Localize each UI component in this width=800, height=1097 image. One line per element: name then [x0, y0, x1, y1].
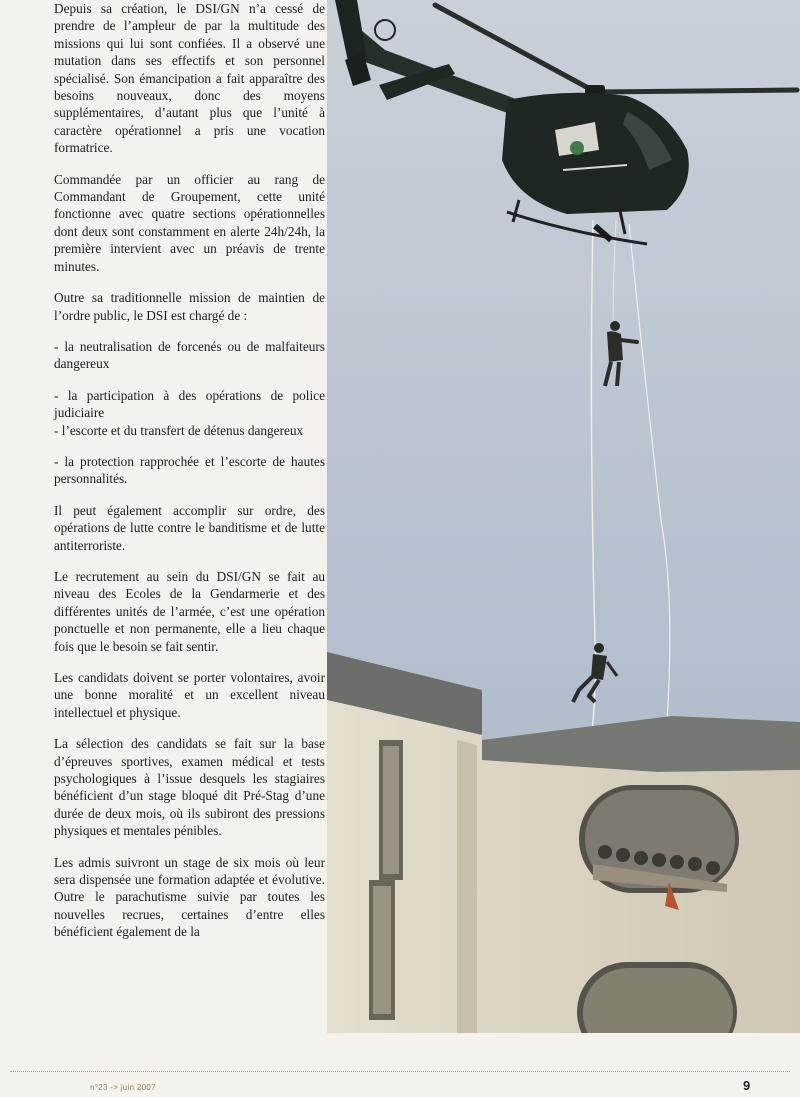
article-paragraph: Commandée par un officier au rang de Commandant de Groupement, cette unité fonctionne avec quatre sections opérationnelles dont deux sont constamment en alerte 24h/24h, la première intervient avec un préavis de trente minutes. — [54, 171, 325, 274]
article-text-column — [54, 0, 325, 955]
article-paragraph: Les admis suivront un stage de six mois où leur sera dispensée une formation adaptée et évolutive. Outre le parachutisme suivie par toutes les nouvelles recrues, certaines d’entre elles bénéficient également de la — [54, 854, 325, 940]
article-list-item: - la protection rapprochée et l’escorte de hautes personnalités. — [54, 453, 325, 487]
article-paragraph: Outre sa traditionnelle mission de maintien de l’ordre public, le DSI est chargé de : — [54, 290, 325, 323]
page-number: 9 — [743, 1078, 751, 1093]
article-paragraph: Le recrutement au sein du DSI/GN se fait au niveau des Ecoles de la Gendarmerie et des différentes unités de l’armée, c’est une opération ponctuelle et non permanente, elle a lieu chaque fois que le besoin se fait sentir. — [54, 568, 325, 654]
photo-illustration — [327, 0, 800, 1033]
article-list-item: - la neutralisation de forcenés ou de malfaiteurs dangereux — [54, 338, 325, 372]
article-list-item: - l’escorte et du transfert de détenus dangereux — [54, 422, 304, 438]
helicopter-rappel-photo — [327, 0, 800, 1033]
article-paragraph: Depuis sa création, le DSI/GN n’a cessé de prendre de l’ampleur de par la multitude des missions qui lui sont confiées. Il a observé une mutation dans ses effectifs et son personnel spécialisé. Son émancipation a fait apparaître des besoins nouveaux, donc des moyens supplémentaires, d’autant plus que l’unité à caractère opérationnel a pris une vocation formatrice. — [54, 1, 325, 156]
issue-label: n°23 -> juin 2007 — [90, 1083, 156, 1092]
footer-divider — [10, 1071, 790, 1072]
article-list-item: - la participation à des opérations de police judiciaire — [54, 387, 325, 421]
article-paragraph: Il peut également accomplir sur ordre, des opérations de lutte contre le banditisme et de lutte antiterroriste. — [54, 502, 325, 553]
article-paragraph: Les candidats doivent se porter volontaires, avoir une bonne moralité et un excellent niveau intellectuel et physique. — [54, 670, 325, 720]
article-paragraph: La sélection des candidats se fait sur la base d’épreuves sportives, examen médical et tests psychologiques à l’issue desquels les stagiaires bénéficient d’un stage bloqué dit Pré-Stag d’une durée de deux mois, où ils subiront des pressions physiques et mentales pénibles. — [54, 736, 325, 839]
